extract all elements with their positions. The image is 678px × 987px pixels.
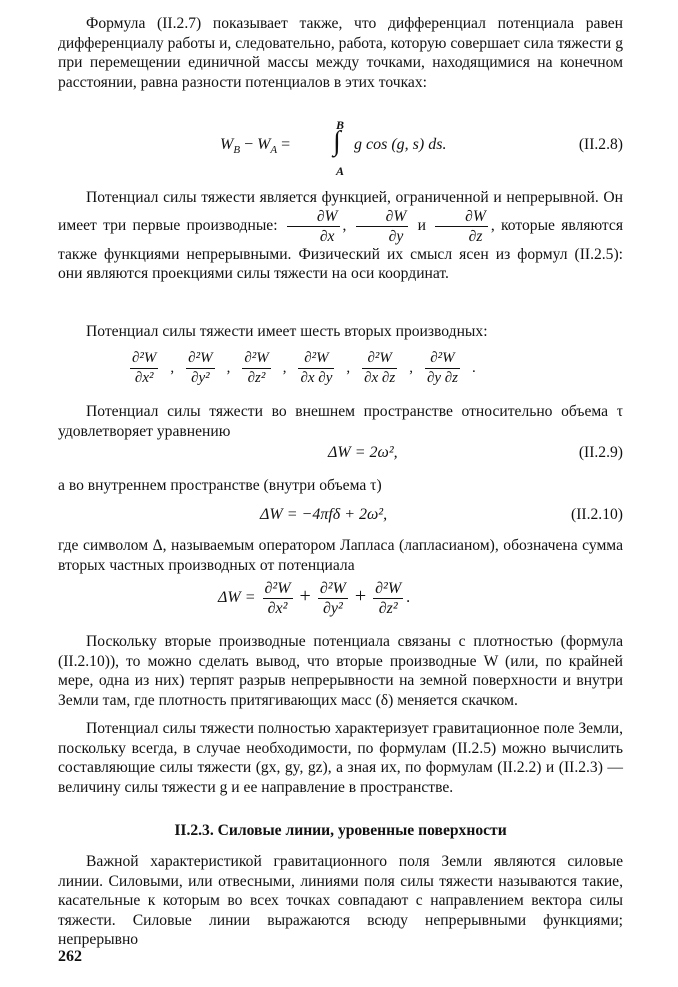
paragraph-external-space: Потенциал силы тяжести во внешнем пространстве относительно объема τ удовлетворяет уравнению <box>58 403 623 440</box>
eq-w-b: W <box>220 136 234 153</box>
page-number: 262 <box>58 948 82 965</box>
paragraph-gravity-field: Потенциал силы тяжести полностью характеризует гравитационное поле Земли, поскольку всегда, в случае необходимости, по формулам (II.2.5) можно вычислить составляющие силы тяжести (gx, gy, gz), а зная их, по формулам (II.2.2) и (II.2.3) — величину силы тяжести g и ее направление в пространстве. <box>58 720 623 796</box>
paragraph-intro: Формула (II.2.7) показывает также, что дифференциал потенциала равен дифференциалу работы и, следовательно, работа, которую совершает сила тяжести g при перемещении единичной массы между точками, находящимися на конечном расстоянии, равна разности потенциалов в этих точках: <box>58 15 623 91</box>
integrand: g cos (g, s) ds. <box>354 136 447 153</box>
equation-number: (II.2.8) <box>578 136 623 153</box>
section-heading: II.2.3. Силовые линии, уровенные поверхности <box>174 822 507 839</box>
equation-II-2-10: ΔW = −4πfδ + 2ω², (II.2.10) <box>260 506 623 523</box>
equation-II-2-9: ΔW = 2ω², (II.2.9) <box>328 444 623 461</box>
paragraph-derivatives: Потенциал силы тяжести является функцией, ограниченной и непрерывной. Он имеет три первые производные: $\frac{\partial W}{\partial x}$ , $\frac{\partial W}{\partial y}$ и $\frac{\partial W}{\partial z}$ , которые являются также функциями непрерывными. Физический их смысл ясен из формул (II.2.5): они являются проекциями силы тяжести на оси координат. <box>58 189 624 282</box>
second-derivative-fraction: $\frac{\text{∂²W}}{\text{∂y²}}$ <box>188 350 213 386</box>
integral-lower-limit: A <box>336 164 345 178</box>
fraction-dw-dz: $\frac{\partial W}{\partial z}$ <box>435 208 488 245</box>
paragraph-force-lines: Важной характеристикой гравитационного поля Земли являются силовые линии. Силовыми, или отвесными, линиями поля силы тяжести называются такие, касательные к которым во всех точках совпадают с направлением вектора силы тяжести. Силовые линии выражаются всюду непрерывными функциями; непрерывно <box>58 853 623 948</box>
second-derivatives-row: $\frac{\text{∂²W}}{\text{∂x²}}$ , $\frac{\text{∂²W}}{\text{∂y²}}$ , $\frac{\text{∂²W}}{\text{∂z²}}$ , $\frac{\text{∂²W}}{\partial x \partial y}$ , $\frac{\text{∂²W}}{\partial x \partial z}$ , $\frac{\text{∂²W}}{\partial y \partial z}$ . <box>132 350 476 386</box>
integral-sign: ∫ <box>333 126 341 157</box>
paragraph-six-derivatives: Потенциал силы тяжести имеет шесть вторых производных: <box>86 323 488 340</box>
second-derivative-fraction: $\frac{\text{∂²W}}{\partial y \partial z}$ <box>426 350 459 386</box>
equation-laplacian: ΔW = $\frac{\text{∂²W}}{\text{∂x²}}$ + $\frac{\text{∂²W}}{\text{∂y²}}$ + $\frac{\text{∂²W}}{\text{∂z²}}$ . <box>218 580 411 617</box>
second-derivative-fraction: $\frac{\text{∂²W}}{\text{∂z²}}$ <box>244 350 269 386</box>
integral-upper-limit: B <box>336 118 345 132</box>
equation-II-2-8: $W_B - W_A$ = B ∫ A g cos (g, s) ds. (II.2.8) <box>220 118 623 178</box>
paragraph-discontinuity: Поскольку вторые производные потенциала связаны с плотностью (формула (II.2.10)), то можно сделать вывод, что вторые производные W (или, по крайней мере, одна из них) терпят разрыв непрерывности на земной поверхности и внутри Земли там, где плотность притягивающих масс (δ) меняется скачком. <box>58 633 623 709</box>
second-derivative-fraction: $\frac{\text{∂²W}}{\partial x \partial y}$ <box>300 350 333 386</box>
second-derivative-fraction: $\frac{\text{∂²W}}{\text{∂x²}}$ <box>132 350 157 386</box>
paragraph-internal-space: а во внутреннем пространстве (внутри объема τ) <box>58 477 382 494</box>
paragraph-laplace: где символом Δ, называемым оператором Лапласа (лапласианом), обозначена сумма вторых частных производных от потенциала <box>58 537 623 574</box>
second-derivative-fraction: $\frac{\text{∂²W}}{\partial x \partial z}$ <box>364 350 396 386</box>
fraction-dw-dx: $\frac{\partial W}{\partial x}$ <box>287 208 340 245</box>
fraction-dw-dy: $\frac{\partial W}{\partial y}$ <box>356 208 409 245</box>
